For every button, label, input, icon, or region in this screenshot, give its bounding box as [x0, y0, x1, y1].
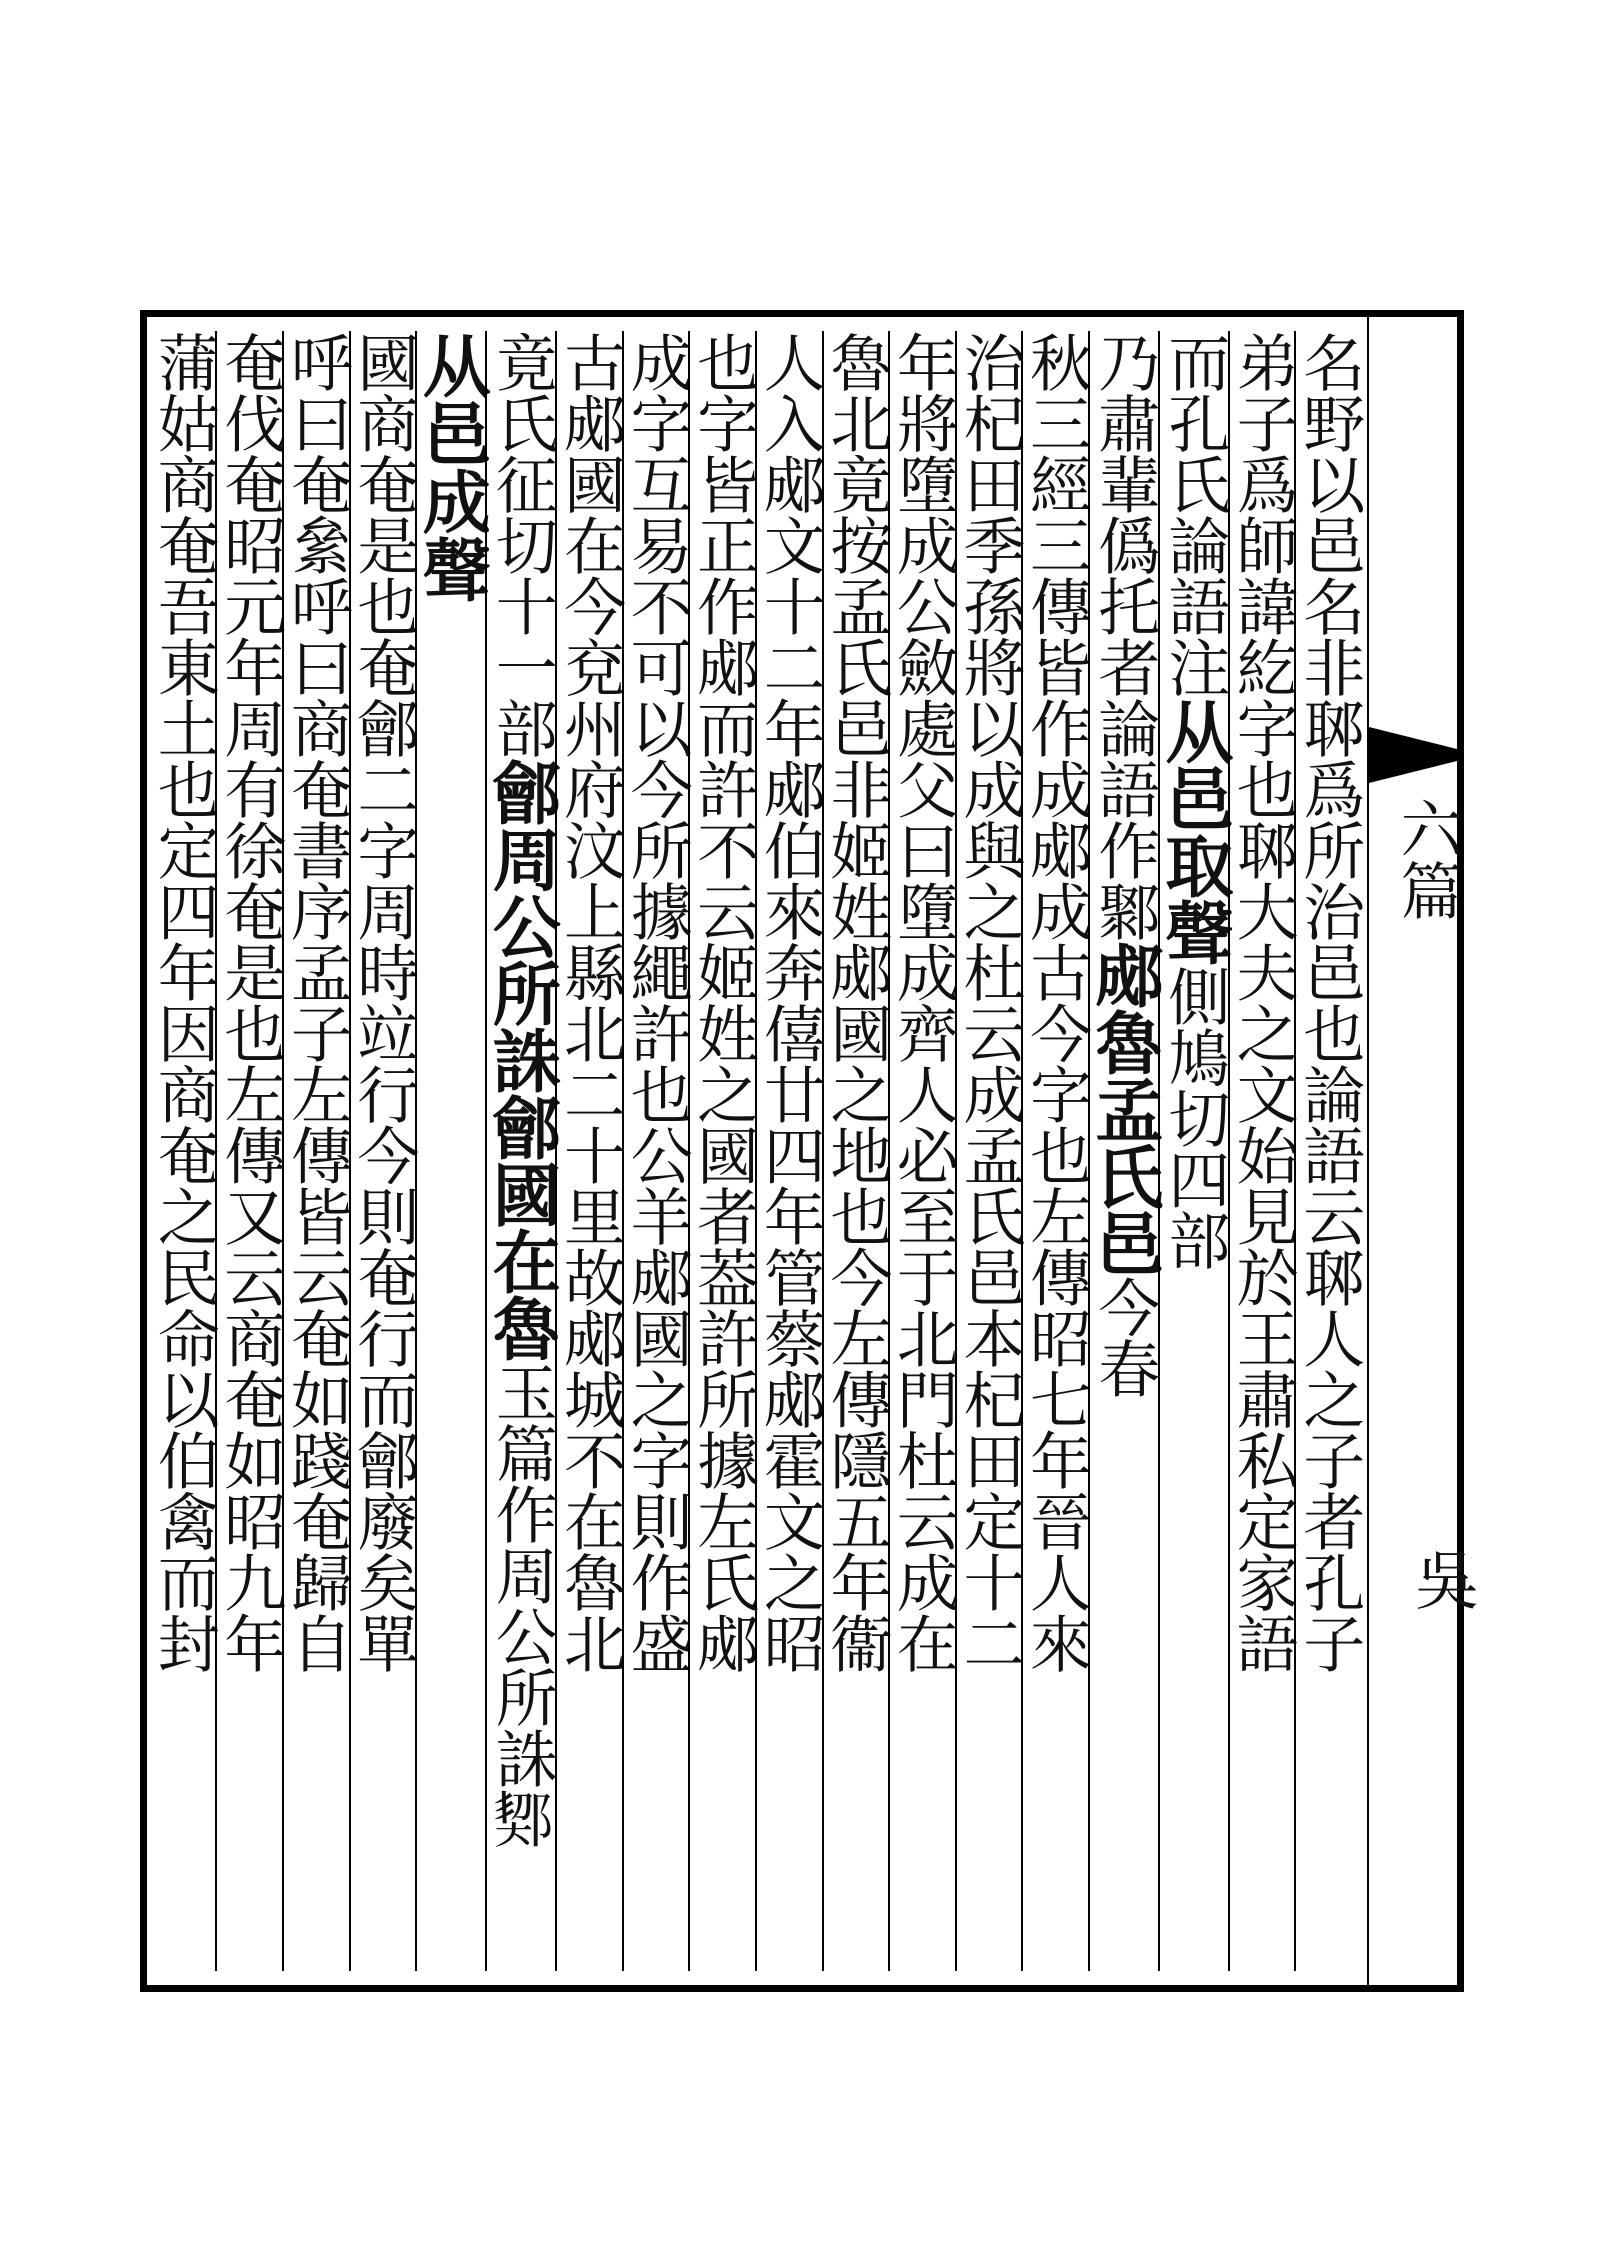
column-2 — [1226, 331, 1300, 1971]
headword: 从邑成聲 — [411, 331, 492, 603]
column-text: 人入郕文十二年郕伯來奔僖廿四年管蔡郕霍文之昭 — [753, 331, 827, 1673]
column-3 — [1153, 331, 1234, 1971]
column-13 — [481, 331, 562, 1971]
column-text: 而孔氏論語注从邑取聲側鳩切四部 — [1153, 331, 1234, 1270]
page-frame — [140, 310, 1478, 1992]
column-text: 古郕國在今兗州府汶上縣北二十里故郕城不在魯北 — [553, 331, 627, 1673]
column-16 — [280, 331, 354, 1971]
column-18 — [147, 331, 221, 1971]
column-text — [411, 331, 492, 603]
column-text: 乃肅輩僞托者論語作鄹郕魯孟氏邑今春 — [1083, 331, 1164, 1398]
column-text: 成字互易不可以今所據繩許也公羊郕國之字則作盛 — [620, 331, 694, 1673]
column-5 — [1019, 331, 1093, 1971]
column-9 — [753, 331, 827, 1971]
column-text: 竟氏征切十一部鄶周公所誅鄶國在魯玉篇作周公所誅𨜒 — [481, 331, 562, 1849]
column-6 — [952, 331, 1026, 1971]
headword: 从邑取聲 — [1153, 697, 1234, 965]
column-10 — [686, 331, 760, 1971]
column-8 — [819, 331, 893, 1971]
fishtail-mark — [1369, 727, 1457, 783]
text-columns — [147, 331, 1366, 1971]
column-14 — [411, 331, 492, 1971]
column-text: 治杞田季孫將以成與之杜云成孟氏邑本杞田定十二 — [952, 331, 1026, 1673]
column-text: 弟子爲師諱紇字也郰大夫之文始見於王肅私定家語 — [1226, 331, 1300, 1673]
column-text: 呼曰奄絫呼曰商奄書序孟子左傳皆云奄如踐奄歸自 — [280, 331, 354, 1673]
column-text: 名野以邑名非郰爲所治邑也論語云郰人之子者孔子 — [1292, 331, 1366, 1673]
column-17 — [213, 331, 287, 1971]
column-text: 秋三經三傳皆作成郕成古今字也左傳昭七年晉人來 — [1019, 331, 1093, 1673]
column-12 — [553, 331, 627, 1971]
column-text: 魯北竟按孟氏邑非姬姓郕國之地也今左傳隱五年衞 — [819, 331, 893, 1673]
printer-mark: 吳 — [1404, 1547, 1478, 1611]
headword: 鄶周公所誅鄶國在魯 — [481, 758, 562, 1361]
column-11 — [620, 331, 694, 1971]
column-text: 也字皆正作郕而許不云姬姓之國者葢許所據左氏郕 — [686, 331, 760, 1673]
column-text: 國商奄是也奄鄶二字周時竝行今則奄行而鄶廢矣單 — [346, 331, 420, 1673]
column-text: 蒲姑商奄吾東土也定四年因商奄之民命以伯禽而封 — [147, 331, 221, 1673]
column-1 — [1292, 331, 1366, 1971]
column-7 — [886, 331, 960, 1971]
column-15 — [346, 331, 420, 1971]
section-label: 六篇 — [1390, 797, 1463, 921]
column-text: 奄伐奄昭元年周有徐奄是也左傳又云商奄如昭九年 — [213, 331, 287, 1673]
column-text: 年將墮成公斂處父曰墮成齊人必至于北門杜云成在 — [886, 331, 960, 1673]
page-margin — [1367, 317, 1478, 1985]
column-4 — [1083, 331, 1164, 1971]
headword: 郕魯孟氏邑 — [1083, 941, 1164, 1276]
